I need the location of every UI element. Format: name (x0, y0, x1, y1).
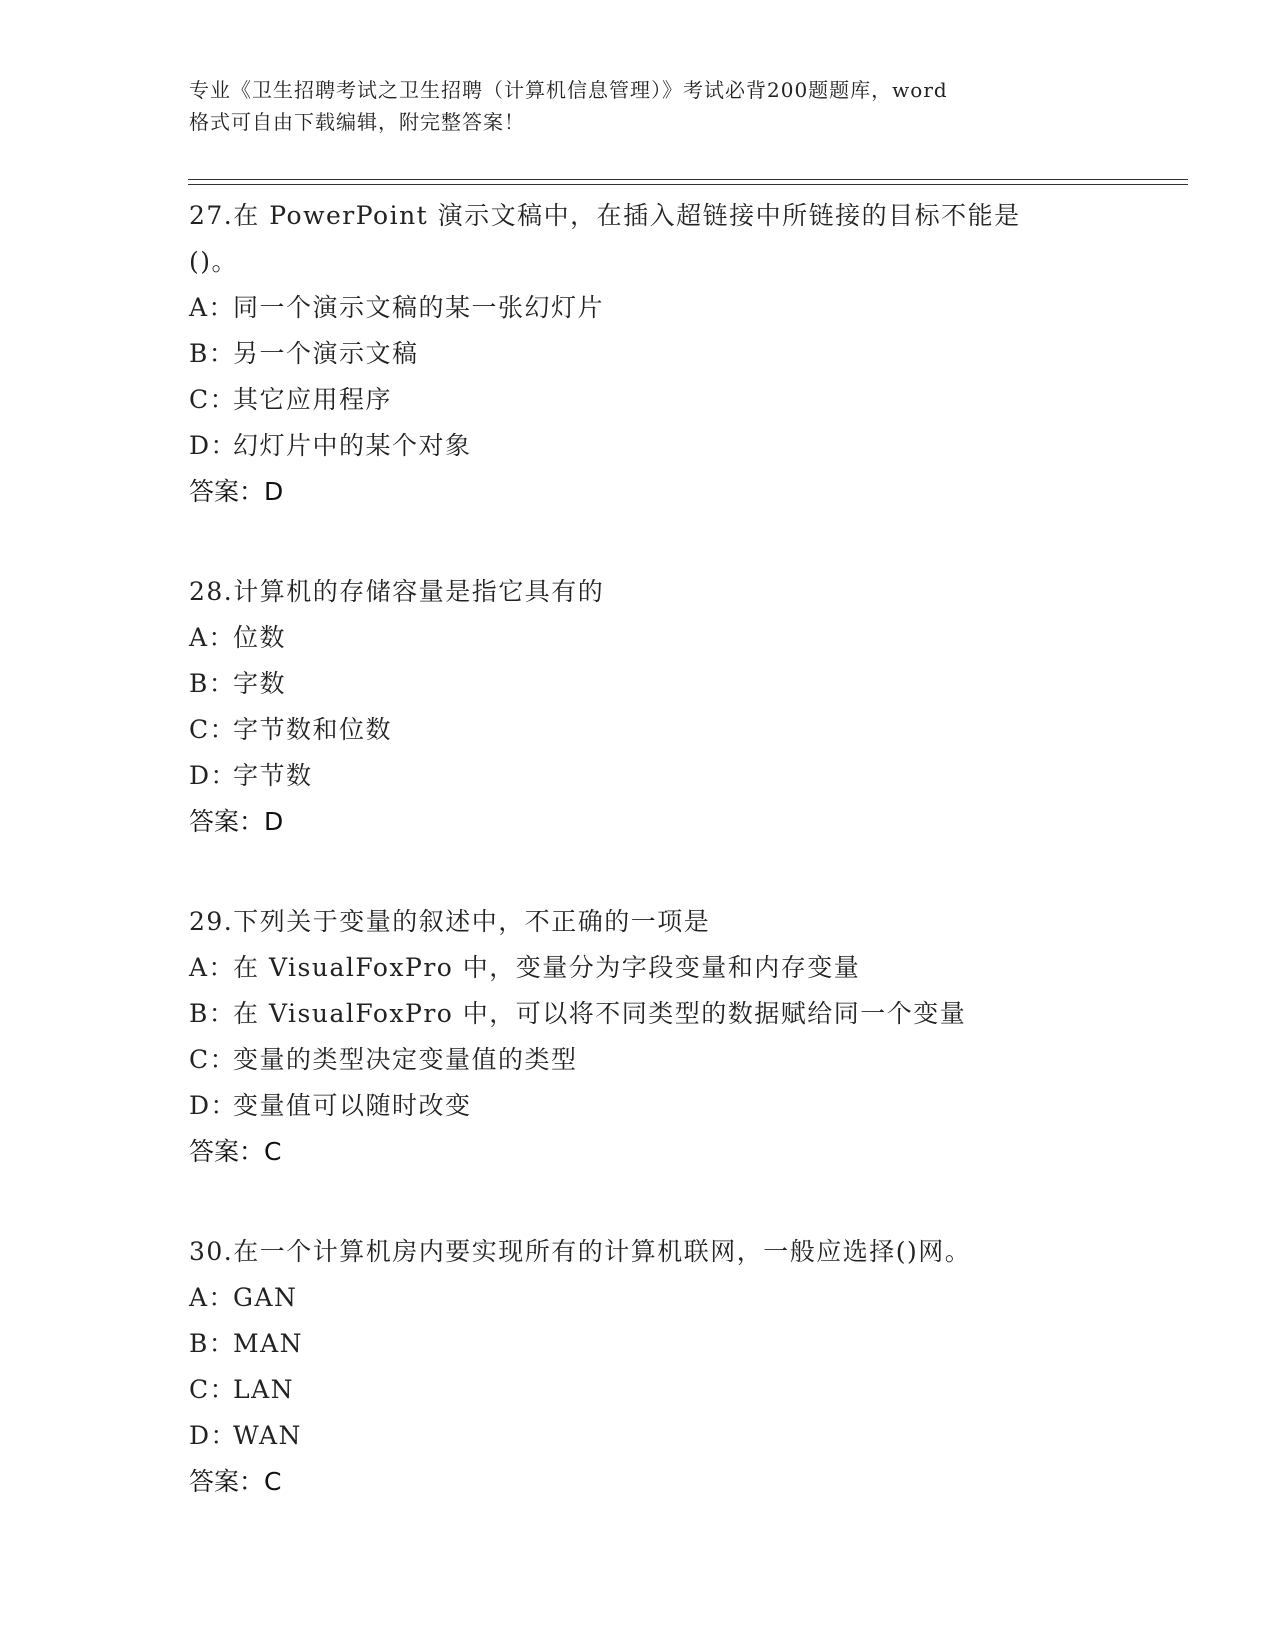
option-text: 另一个演示文稿 (233, 339, 419, 368)
option-key: A： (189, 293, 236, 322)
option-key: B： (189, 1329, 236, 1358)
option-text: 幻灯片中的某个对象 (233, 431, 472, 460)
option-key: D： (189, 1091, 238, 1120)
header-divider-top (188, 179, 1188, 180)
option-a (189, 945, 1149, 991)
question-30 (189, 1229, 1149, 1505)
option-a (189, 615, 1149, 661)
answer-line (189, 799, 1149, 845)
answer-label: 答案： (189, 1137, 265, 1166)
option-c (189, 377, 1149, 423)
header-line-2: 格式可自由下载编辑，附完整答案！ (189, 110, 525, 134)
option-key: B： (189, 999, 236, 1028)
option-key: B： (189, 669, 236, 698)
option-text: 变量值可以随时改变 (233, 1091, 472, 1120)
option-text: 在 VisualFoxPro 中，可以将不同类型的数据赋给同一个变量 (233, 999, 967, 1028)
option-d (189, 1413, 1149, 1459)
option-key: C： (189, 1045, 237, 1074)
question-list (189, 193, 1149, 1559)
answer-line (189, 1129, 1149, 1175)
answer-label: 答案： (189, 1467, 265, 1496)
option-text: 在 VisualFoxPro 中，变量分为字段变量和内存变量 (233, 953, 861, 982)
option-c (189, 1367, 1149, 1413)
question-stem-line-1: 27.在 PowerPoint 演示文稿中，在插入超链接中所链接的目标不能是 (189, 201, 1021, 230)
option-key: A： (189, 1283, 236, 1312)
option-c (189, 1037, 1149, 1083)
answer-value: C (264, 1467, 282, 1496)
option-text: 位数 (233, 623, 287, 652)
answer-value: D (264, 807, 284, 836)
option-b (189, 661, 1149, 707)
option-d (189, 1083, 1149, 1129)
question-stem (189, 899, 1149, 945)
answer-line (189, 469, 1149, 515)
option-key: D： (189, 1421, 238, 1450)
answer-value: C (264, 1137, 282, 1166)
header-divider-bottom (188, 184, 1188, 185)
option-key: C： (189, 715, 237, 744)
question-stem (189, 1229, 1149, 1275)
option-b (189, 331, 1149, 377)
question-stem-line-1: 28.计算机的存储容量是指它具有的 (189, 577, 605, 606)
answer-label: 答案： (189, 477, 265, 506)
option-d (189, 753, 1149, 799)
option-c (189, 707, 1149, 753)
question-28 (189, 569, 1149, 845)
question-stem-line-1: 30.在一个计算机房内要实现所有的计算机联网，一般应选择()网。 (189, 1237, 972, 1266)
option-text: 变量的类型决定变量值的类型 (233, 1045, 578, 1074)
option-key: D： (189, 761, 238, 790)
document-header (189, 74, 1089, 138)
option-key: D： (189, 431, 238, 460)
option-d (189, 423, 1149, 469)
option-b (189, 991, 1149, 1037)
option-key: C： (189, 385, 237, 414)
option-key: B： (189, 339, 236, 368)
option-b (189, 1321, 1149, 1367)
option-text: 字数 (233, 669, 287, 698)
option-text: 字节数和位数 (233, 715, 393, 744)
answer-value: D (264, 477, 284, 506)
option-a (189, 285, 1149, 331)
option-text: LAN (233, 1375, 295, 1404)
option-text: 同一个演示文稿的某一张幻灯片 (233, 293, 605, 322)
option-text: 其它应用程序 (233, 385, 393, 414)
option-text: 字节数 (233, 761, 313, 790)
question-27 (189, 193, 1149, 515)
answer-label: 答案： (189, 807, 265, 836)
answer-line (189, 1459, 1149, 1505)
option-key: C： (189, 1375, 237, 1404)
option-text: WAN (233, 1421, 302, 1450)
option-key: A： (189, 953, 236, 982)
option-a (189, 1275, 1149, 1321)
option-text: MAN (233, 1329, 304, 1358)
option-key: A： (189, 623, 236, 652)
question-stem (189, 569, 1149, 615)
header-line-1: 专业《卫生招聘考试之卫生招聘（计算机信息管理）》考试必背200题题库，word (189, 78, 948, 102)
question-stem-line-1: 29.下列关于变量的叙述中，不正确的一项是 (189, 907, 711, 936)
question-stem (189, 193, 1149, 285)
option-text: GAN (233, 1283, 298, 1312)
question-stem-line-2: ()。 (189, 247, 239, 276)
question-29 (189, 899, 1149, 1175)
